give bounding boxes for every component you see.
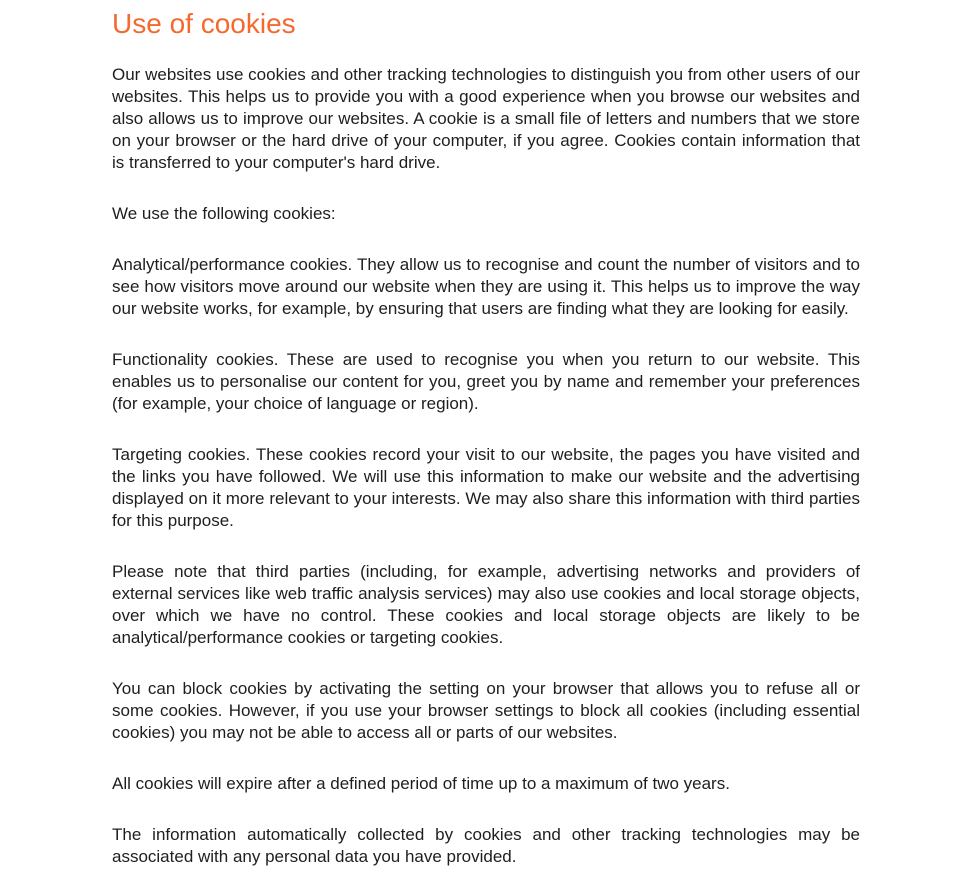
analytical-cookies-paragraph: Analytical/performance cookies. They allow us to recognise and count the number of visitors and to see how visitors move around our website when they are using it. This helps us to improve the way our website works, for example, by ensuring that users are finding what they are looking for easily. — [112, 254, 860, 318]
cookies-list-intro-paragraph: We use the following cookies: — [112, 203, 336, 223]
block-cookies-paragraph: You can block cookies by activating the setting on your browser that allows you to refuse all or some cookies. However, if you use your browser settings to block all cookies (including essential cookies) you may not be able to access all or parts of our websites. — [112, 678, 860, 742]
intro-paragraph: Our websites use cookies and other tracking technologies to distinguish you from other users of our websites. This helps us to provide you with a good experience when you browse our websites and also allows us to improve our websites. A cookie is a small file of letters and numbers that we store on your browser or the hard drive of your computer, if you agree. Cookies contain information that is transferred to your computer's hard drive. — [112, 64, 860, 172]
cookies-document — [112, 7, 860, 868]
functionality-cookies-paragraph: Functionality cookies. These are used to recognise you when you return to our website. This enables us to personalise our content for you, greet you by name and remember your preferences (for example, your choice of language or region). — [112, 349, 860, 413]
page-title: Use of cookies — [112, 8, 296, 39]
third-parties-paragraph: Please note that third parties (including, for example, advertising networks and providers of external services like web traffic analysis services) may also use cookies and local storage objects, over which we have no control. These cookies and local storage objects are likely to be analytical/performance cookies or targeting cookies. — [112, 561, 860, 647]
personal-data-paragraph: The information automatically collected by cookies and other tracking technologies may be associated with any personal data you have provided. — [112, 824, 860, 866]
cookies-expiry-paragraph: All cookies will expire after a defined period of time up to a maximum of two years. — [112, 773, 730, 793]
targeting-cookies-paragraph: Targeting cookies. These cookies record your visit to our website, the pages you have visited and the links you have followed. We will use this information to make our website and the advertising displayed on it more relevant to your interests. We may also share this information with third parties for this purpose. — [112, 444, 860, 530]
